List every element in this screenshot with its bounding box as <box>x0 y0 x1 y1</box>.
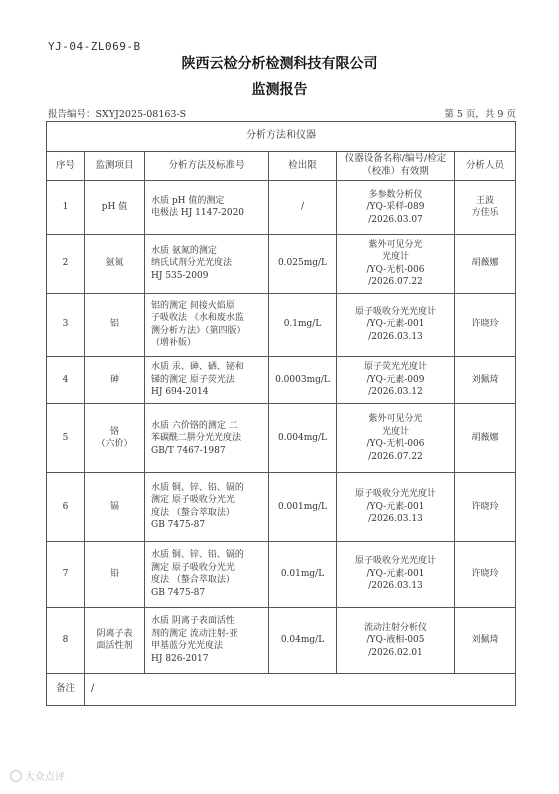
detection-limit: 0.001mg/L <box>269 473 337 541</box>
detection-limit: / <box>269 180 337 234</box>
row-number: 6 <box>47 473 85 541</box>
detection-limit: 0.004mg/L <box>269 404 337 473</box>
detection-limit: 0.04mg/L <box>269 607 337 673</box>
analyst-name: 许晓玲 <box>455 293 516 356</box>
column-header: 检出限 <box>269 151 337 180</box>
column-header: 监测项目 <box>85 151 145 180</box>
instrument-info: 紫外可见分光 光度计 /YQ-无机-006 /2026.07.22 <box>337 404 455 473</box>
monitoring-item: 镉 <box>85 473 145 541</box>
analyst-name: 许晓玲 <box>455 473 516 541</box>
instrument-info: 紫外可见分光 光度计 /YQ-无机-006 /2026.07.22 <box>337 234 455 293</box>
page-info: 第 5 页，共 9 页 <box>444 109 516 120</box>
analysis-method: 水质 阴离子表面活性 剂的测定 流动注射-亚 甲基蓝分光光度法 HJ 826-2017 <box>145 607 269 673</box>
watermark-text: 大众点评 <box>25 772 65 783</box>
analysis-method: 水质 六价铬的测定 二 苯碳酰二肼分光光度法 GB/T 7467-1987 <box>145 404 269 473</box>
detection-limit: 0.01mg/L <box>269 541 337 607</box>
analysis-method: 水质 汞、砷、硒、铋和 锑的测定 原子荧光法 HJ 694-2014 <box>145 356 269 404</box>
monitoring-item: 铬 （六价） <box>85 404 145 473</box>
analyst-name: 胡薇娜 <box>455 404 516 473</box>
row-number: 1 <box>47 180 85 234</box>
detection-limit: 0.025mg/L <box>269 234 337 293</box>
table-section-title: 分析方法和仪器 <box>47 122 516 152</box>
table-row <box>47 234 516 293</box>
instrument-info: 原子吸收分光光度计 /YQ-元素-001 /2026.03.13 <box>337 541 455 607</box>
notes-value: / <box>85 673 516 705</box>
row-number: 4 <box>47 356 85 404</box>
column-header: 分析人员 <box>455 151 516 180</box>
analyst-name: 许晓玲 <box>455 541 516 607</box>
instrument-info: 原子吸收分光光度计 /YQ-元素-001 /2026.03.13 <box>337 473 455 541</box>
detection-limit: 0.1mg/L <box>269 293 337 356</box>
analysis-methods-table <box>46 121 516 706</box>
detection-limit: 0.0003mg/L <box>269 356 337 404</box>
table-row <box>47 293 516 356</box>
analyst-name: 刘佩琦 <box>455 607 516 673</box>
monitoring-item: 氨氮 <box>85 234 145 293</box>
document-code: YJ-04-ZL069-B <box>48 40 141 53</box>
monitoring-item: 铝 <box>85 293 145 356</box>
report-title: 监测报告 <box>251 82 308 98</box>
monitoring-item: 铅 <box>85 541 145 607</box>
analysis-method: 铝的测定 间接火焰原 子吸收法 《水和废水监 测分析方法》（第四版） （增补版） <box>145 293 269 356</box>
report-number: 报告编号：SXYJ2025-08163-S <box>48 109 187 120</box>
instrument-info: 多参数分析仪 /YQ-采样-089 /2026.03.07 <box>337 180 455 234</box>
monitoring-item: pH 值 <box>85 180 145 234</box>
row-number: 5 <box>47 404 85 473</box>
monitoring-item: 砷 <box>85 356 145 404</box>
watermark-logo-icon <box>10 770 22 782</box>
analysis-method: 水质 铜、锌、铅、镉的 测定 原子吸收分光光 度法 （螯合萃取法） GB 7475-87 <box>145 473 269 541</box>
row-number: 3 <box>47 293 85 356</box>
analyst-name: 刘佩琦 <box>455 356 516 404</box>
instrument-info: 原子吸收分光光度计 /YQ-元素-001 /2026.03.13 <box>337 293 455 356</box>
table-row <box>47 607 516 673</box>
table-row <box>47 473 516 541</box>
instrument-info: 原子荧光光度计 /YQ-元素-009 /2026.03.12 <box>337 356 455 404</box>
analysis-method: 水质 pH 值的测定 电极法 HJ 1147-2020 <box>145 180 269 234</box>
analysis-method: 水质 氨氮的测定 纳氏试剂分光光度法 HJ 535-2009 <box>145 234 269 293</box>
row-number: 2 <box>47 234 85 293</box>
watermark <box>10 768 65 783</box>
table-row <box>47 541 516 607</box>
row-number: 7 <box>47 541 85 607</box>
table-row <box>47 356 516 404</box>
table-row <box>47 404 516 473</box>
company-name: 陕西云检分析检测科技有限公司 <box>181 56 378 72</box>
table-row <box>47 180 516 234</box>
column-header: 序号 <box>47 151 85 180</box>
row-number: 8 <box>47 607 85 673</box>
column-header: 分析方法及标准号 <box>145 151 269 180</box>
monitoring-item: 阴离子表 面活性剂 <box>85 607 145 673</box>
analyst-name: 王波 方佳乐 <box>455 180 516 234</box>
analyst-name: 胡薇娜 <box>455 234 516 293</box>
instrument-info: 流动注射分析仪 /YQ-液相-005 /2026.02.01 <box>337 607 455 673</box>
analysis-method: 水质 铜、锌、铅、镉的 测定 原子吸收分光光 度法 （螯合萃取法） GB 7475-87 <box>145 541 269 607</box>
notes-label: 备注 <box>47 673 85 705</box>
column-header: 仪器设备名称/编号/检定（校准）有效期 <box>337 151 455 180</box>
